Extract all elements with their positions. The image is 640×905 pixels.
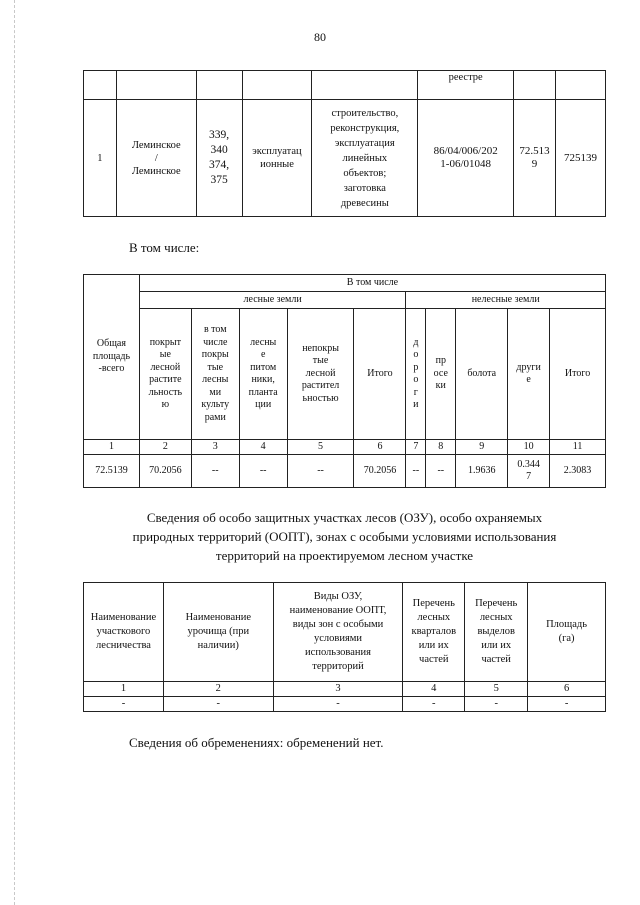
column-number: 5 (465, 682, 528, 697)
column-number: 2 (163, 682, 273, 697)
column-number: 7 (406, 440, 426, 455)
column-number: 5 (287, 440, 354, 455)
column-header: болота (456, 309, 508, 440)
value-cell: - (465, 697, 528, 712)
area-cell: 72.513 9 (514, 100, 556, 217)
value-cell: -- (406, 455, 426, 488)
value-cell: -- (191, 455, 239, 488)
table-row (84, 583, 606, 682)
table-cell (556, 71, 606, 100)
column-number: 1 (84, 440, 140, 455)
value-cell: 0.344 7 (508, 455, 550, 488)
column-header: Виды ОЗУ, наименование ООПТ, виды зон с особыми условиями использования территорий (273, 583, 403, 682)
column-header: Наименование участкового лесничества (84, 583, 164, 682)
encumbrance-text: Сведения об обременениях: обременений нет. (129, 735, 384, 750)
table-cell (312, 71, 418, 100)
value-cell: -- (287, 455, 354, 488)
value-cell: 72.5139 (84, 455, 140, 488)
forest-lands-header: лесные земли (139, 292, 405, 309)
table-cell (84, 71, 117, 100)
column-header: Итого (354, 309, 406, 440)
column-header: Перечень лесных кварталов или их частей (403, 583, 465, 682)
forest-plot-table (83, 70, 606, 217)
value-cell: -- (426, 455, 456, 488)
column-number: 6 (528, 682, 606, 697)
value-cell: - (528, 697, 606, 712)
table-row (84, 275, 606, 292)
forestry-cell: Леминское / Леминское (116, 100, 196, 217)
column-number: 4 (403, 682, 465, 697)
column-header: непокры тые лесной растител ьностью (287, 309, 354, 440)
table-row (84, 455, 606, 488)
column-header: Площадь (га) (528, 583, 606, 682)
column-number: 8 (426, 440, 456, 455)
table-row (84, 440, 606, 455)
value-cell: 1.9636 (456, 455, 508, 488)
table-cell (196, 71, 242, 100)
including-header: В том числе (139, 275, 605, 292)
code-cell: 725139 (556, 100, 606, 217)
value-cell: - (84, 697, 164, 712)
table-row (84, 682, 606, 697)
column-number: 11 (550, 440, 606, 455)
value-cell: -- (239, 455, 287, 488)
column-header: лесны е питом ники, планта ции (239, 309, 287, 440)
table-cell (242, 71, 312, 100)
column-header: Перечень лесных выделов или их частей (465, 583, 528, 682)
column-header: д о р о г и (406, 309, 426, 440)
land-composition-table (83, 274, 606, 488)
use-kind-cell: эксплуатац ионные (242, 100, 312, 217)
column-number: 3 (191, 440, 239, 455)
table-row (84, 309, 606, 440)
total-area-header: Общая площадь -всего (84, 275, 140, 440)
row-number-cell: 1 (84, 100, 117, 217)
page-number: 80 (314, 30, 326, 44)
value-cell: 70.2056 (354, 455, 406, 488)
column-number: 4 (239, 440, 287, 455)
column-header: други е (508, 309, 550, 440)
column-header: Итого (550, 309, 606, 440)
column-number: 1 (84, 682, 164, 697)
caption-including: В том числе: (129, 240, 200, 255)
table-row (84, 71, 606, 100)
value-cell: 70.2056 (139, 455, 191, 488)
table-cell (116, 71, 196, 100)
column-number: 2 (139, 440, 191, 455)
value-cell: - (273, 697, 403, 712)
protected-areas-heading: Сведения об особо защитных участках лесов (ОЗУ), особо охраняемых природных территорий (ООПТ), зонах с особыми условиями использования территорий на проектируемом лесном участке (132, 510, 557, 563)
column-header: Наименование урочища (при наличии) (163, 583, 273, 682)
table-row (84, 697, 606, 712)
purpose-cell: строительство, реконструкция, эксплуатация линейных объектов; заготовка древесины (312, 100, 418, 217)
quarters-cell: 339, 340 374, 375 (196, 100, 242, 217)
table-cell: реестре (418, 71, 514, 100)
value-cell: - (403, 697, 465, 712)
column-header: пр осе ки (426, 309, 456, 440)
protected-areas-table (83, 582, 606, 712)
table-cell (514, 71, 556, 100)
value-cell: 2.3083 (550, 455, 606, 488)
table-row (84, 292, 606, 309)
column-number: 3 (273, 682, 403, 697)
table-row (84, 100, 606, 217)
column-header: покрыт ые лесной растите льность ю (139, 309, 191, 440)
column-header: в том числе покры тые лесны ми культу рами (191, 309, 239, 440)
column-number: 9 (456, 440, 508, 455)
column-number: 10 (508, 440, 550, 455)
column-number: 6 (354, 440, 406, 455)
value-cell: - (163, 697, 273, 712)
page-edge-line (14, 0, 15, 905)
nonforest-lands-header: нелесные земли (406, 292, 606, 309)
registry-cell: 86/04/006/202 1-06/01048 (418, 100, 514, 217)
